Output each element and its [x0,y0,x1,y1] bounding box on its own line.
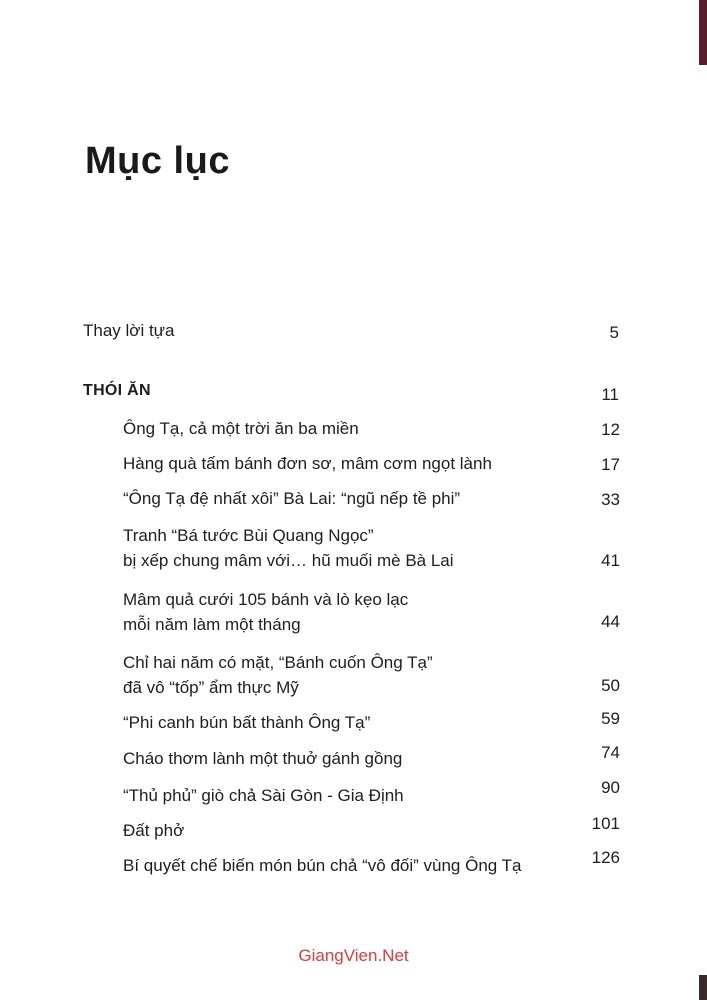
toc-page-number: 41 [601,551,620,570]
toc-page-number: 12 [601,420,620,439]
toc-page-number: 74 [601,743,620,762]
watermark-link[interactable]: GiangVien.Net [298,946,409,965]
toc-entry-line: “Ông Tạ đệ nhất xôi” Bà Lai: “ngũ nếp tề phi” [123,489,461,508]
toc-entry[interactable] [123,783,404,808]
toc-entry-line: bị xếp chung mâm với… hũ muối mè Bà Lai [123,551,454,570]
toc-page-number: 5 [609,323,619,342]
toc-entry-line: Tranh “Bá tước Bùi Quang Ngọc” [123,526,374,545]
toc-entry[interactable] [123,587,408,637]
toc-entry[interactable] [123,746,402,771]
toc-entry[interactable] [123,486,460,511]
toc-page-number: 59 [601,709,620,728]
toc-section-heading[interactable] [83,378,151,403]
toc-entry[interactable] [123,650,433,700]
toc-entry[interactable] [123,710,370,735]
toc-page-number: 101 [591,814,620,833]
toc-entry-line: Cháo thơm lành một thuở gánh gồng [123,749,403,768]
toc-entry-line: “Phi canh bún bất thành Ông Tạ” [123,713,371,732]
toc-entry-line: Bí quyết chế biến món bún chả “vô đối” vùng Ông Tạ [123,856,522,875]
toc-page-number: 44 [601,612,620,631]
toc-entry-line: Chỉ hai năm có mặt, “Bánh cuốn Ông Tạ” [123,653,433,672]
toc-page-number: 33 [601,490,620,509]
toc-entry[interactable] [123,416,359,441]
toc-entry-line: Ông Tạ, cả một trời ăn ba miền [123,419,359,438]
toc-page-number: 50 [601,676,620,695]
toc-entry-title: Thay lời tựa [83,321,175,340]
page-title: Mục lục [85,140,230,182]
toc-entry-line: Mâm quả cưới 105 bánh và lò kẹo lạc [123,590,409,609]
toc-entry-line: mỗi năm làm một tháng [123,615,301,634]
toc-entry-line: đã vô “tốp” ẩm thực Mỹ [123,678,299,697]
toc-page-number: 11 [601,385,619,404]
toc-section-title: THÓI ĂN [83,382,151,399]
toc-entry[interactable] [123,853,522,878]
toc-entry-line: Đất phở [123,821,185,840]
toc-entry[interactable] [123,818,184,843]
toc-page-number: 126 [591,848,620,867]
toc-page-number: 90 [601,778,620,797]
toc-entry-line: “Thủ phủ” giò chả Sài Gòn - Gia Định [123,786,404,805]
toc-page-number: 17 [601,455,620,474]
toc-entry-preface[interactable] [83,318,175,343]
toc-entry[interactable] [123,523,454,573]
toc-entry[interactable] [123,451,492,476]
toc-entry-line: Hàng quà tấm bánh đơn sơ, mâm cơm ngọt lành [123,454,492,473]
